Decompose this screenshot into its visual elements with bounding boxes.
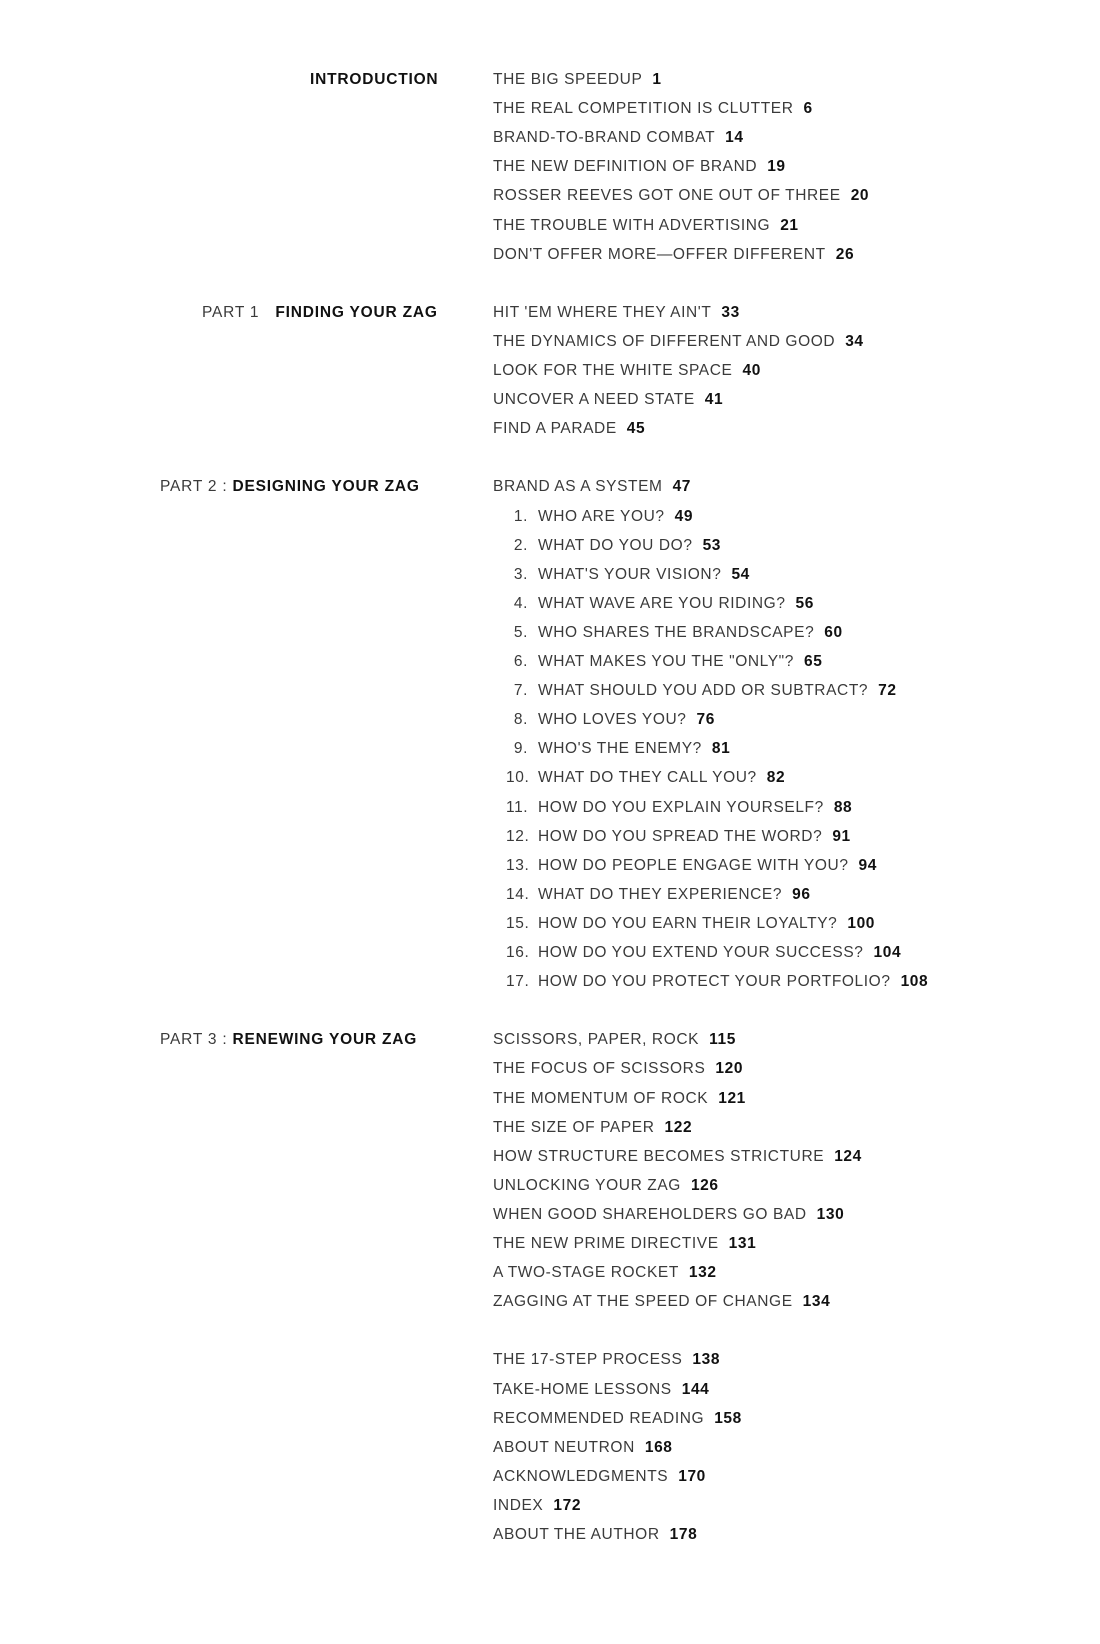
toc-entry-title: HOW DO YOU PROTECT YOUR PORTFOLIO?: [538, 973, 891, 991]
toc-entry-number: 2.: [513, 536, 528, 554]
toc-entry: [506, 507, 693, 527]
section-part-number: PART 2: [160, 478, 218, 496]
toc-entry: [493, 477, 691, 497]
toc-page-number: 134: [802, 1293, 831, 1311]
toc-entry-title: DON'T OFFER MORE—OFFER DIFFERENT: [493, 245, 826, 263]
toc-page-number: 33: [721, 303, 740, 321]
toc-entry-number: 11.: [506, 798, 529, 816]
toc-page-number: 20: [850, 187, 870, 205]
toc-page-number: 91: [832, 827, 851, 845]
toc-entry-number: 9.: [513, 740, 528, 758]
section-separator: :: [222, 1031, 228, 1049]
toc-entry: [493, 99, 813, 119]
toc-entry-number: 17.: [506, 973, 530, 991]
toc-entry: [493, 128, 744, 148]
toc-page-number: 108: [900, 973, 929, 991]
toc-entry: [493, 1176, 719, 1196]
toc-entry-title: WHAT MAKES YOU THE "ONLY"?: [538, 653, 795, 670]
toc-entry: [506, 885, 811, 905]
toc-page-number: 122: [664, 1118, 693, 1136]
toc-entry-number: 6.: [513, 653, 528, 670]
toc-page-number: 170: [678, 1467, 706, 1485]
toc-entry-number: 16.: [506, 944, 530, 961]
toc-entry-title: TAKE-HOME LESSONS: [493, 1380, 672, 1398]
toc-entry: [493, 1089, 746, 1109]
toc-entry-number: 7.: [513, 682, 528, 700]
toc-entry-title: BRAND-TO-BRAND COMBAT: [493, 129, 716, 147]
toc-entry: [493, 1030, 736, 1050]
toc-entry-number: 5.: [513, 623, 528, 641]
toc-entry: [506, 594, 814, 614]
toc-entry-title: WHO'S THE ENEMY?: [538, 740, 702, 758]
toc-entry-title: WHAT SHOULD YOU ADD OR SUBTRACT?: [538, 682, 869, 700]
toc-page-number: 104: [873, 944, 902, 961]
toc-entry-number: 14.: [506, 885, 530, 903]
toc-page-number: 41: [704, 391, 724, 409]
toc-page-number: 115: [709, 1031, 736, 1049]
toc-entry: [493, 1496, 581, 1516]
toc-entry-title: WHAT'S YOUR VISION?: [538, 565, 722, 583]
toc-entry: [493, 216, 799, 236]
toc-entry-title: WHAT DO YOU DO?: [538, 536, 693, 554]
toc-entry-title: INDEX: [493, 1496, 544, 1514]
toc-entry-title: THE TROUBLE WITH ADVERTISING: [493, 216, 771, 234]
toc-page-number: 60: [824, 623, 843, 641]
toc-page-number: 19: [767, 158, 786, 176]
toc-page-number: 21: [780, 216, 799, 234]
toc-entry: [506, 623, 843, 643]
toc-entry-title: BRAND AS A SYSTEM: [493, 478, 663, 496]
toc-entry-number: 10.: [506, 769, 530, 787]
toc-entry: [493, 303, 740, 323]
toc-entry-title: HOW DO YOU EARN THEIR LOYALTY?: [538, 914, 838, 932]
toc-entry: [493, 1292, 830, 1312]
toc-page-number: 126: [690, 1176, 719, 1194]
toc-entry: [493, 186, 869, 206]
section-separator: :: [222, 478, 228, 496]
toc-entry-title: HIT 'EM WHERE THEY AIN'T: [493, 303, 712, 321]
toc-entry-title: THE NEW DEFINITION OF BRAND: [493, 158, 758, 176]
toc-entry-title: WHAT DO THEY EXPERIENCE?: [538, 885, 783, 903]
toc-entry-title: WHEN GOOD SHAREHOLDERS GO BAD: [493, 1205, 807, 1223]
toc-entry: [493, 1380, 709, 1400]
toc-page-number: 178: [669, 1526, 698, 1543]
toc-entry-title: THE REAL COMPETITION IS CLUTTER: [493, 100, 794, 118]
toc-entry-title: FIND A PARADE: [493, 420, 617, 438]
section-label: [202, 303, 438, 323]
toc-page-number: 172: [553, 1496, 582, 1514]
toc-entry: [493, 332, 864, 352]
toc-entry: [506, 565, 750, 585]
toc-entry-title: THE 17-STEP PROCESS: [493, 1351, 683, 1369]
toc-page-number: 144: [681, 1380, 710, 1398]
toc-entry: [493, 1467, 706, 1487]
toc-page-number: 72: [878, 682, 897, 700]
toc-entry-number: 13.: [506, 856, 530, 874]
toc-page-number: 132: [688, 1264, 717, 1282]
toc-entry: [506, 768, 785, 788]
toc-page-number: 49: [674, 507, 694, 525]
section-title: INTRODUCTION: [310, 71, 439, 88]
toc-page-number: 124: [834, 1147, 862, 1165]
toc-entry-title: THE DYNAMICS OF DIFFERENT AND GOOD: [493, 332, 836, 350]
toc-entry-title: SCISSORS, PAPER, ROCK: [493, 1031, 700, 1049]
toc-entry-number: 12.: [506, 827, 530, 845]
toc-entry: [506, 681, 897, 701]
toc-entry: [493, 1205, 844, 1225]
toc-entry-title: WHO LOVES YOU?: [538, 711, 687, 729]
toc-page-number: 1: [652, 71, 662, 88]
section-title: RENEWING YOUR ZAG: [232, 1031, 418, 1049]
toc-page-number: 130: [816, 1205, 845, 1223]
toc-entry-title: THE SIZE OF PAPER: [493, 1118, 655, 1136]
toc-entry: [506, 827, 851, 847]
toc-entry: [493, 1409, 742, 1429]
toc-entry-number: 4.: [513, 594, 528, 612]
toc-entry: [506, 943, 901, 963]
toc-entry-title: HOW DO YOU SPREAD THE WORD?: [538, 827, 823, 845]
toc-page-number: 88: [833, 798, 853, 816]
toc-entry-title: WHO ARE YOU?: [538, 507, 665, 525]
toc-entry: [493, 157, 786, 177]
toc-entry-title: UNCOVER A NEED STATE: [493, 391, 695, 409]
toc-page-number: 96: [792, 885, 811, 903]
section-part-number: PART 3: [160, 1031, 218, 1049]
toc-page-number: 56: [795, 594, 814, 612]
toc-page-number: 131: [728, 1235, 757, 1252]
toc-entry: [493, 1350, 720, 1370]
toc-page-number: 53: [702, 536, 722, 554]
toc-page-number: 40: [742, 362, 761, 379]
toc-entry: [506, 972, 928, 992]
toc-entry: [493, 1234, 756, 1254]
toc-page-number: 94: [858, 856, 877, 874]
toc-entry-title: THE NEW PRIME DIRECTIVE: [493, 1235, 719, 1252]
section-label: [160, 1030, 417, 1050]
toc-entry-number: 3.: [513, 565, 528, 583]
toc-page-number: 138: [692, 1351, 721, 1369]
toc-page-number: 45: [626, 420, 646, 438]
toc-entry-title: HOW STRUCTURE BECOMES STRICTURE: [493, 1147, 825, 1165]
toc-page-number: 14: [725, 129, 744, 147]
toc-entry: [506, 536, 721, 556]
toc-entry-title: WHAT WAVE ARE YOU RIDING?: [538, 594, 786, 612]
toc-page-number: 82: [766, 769, 786, 787]
toc-entry-number: 1.: [513, 507, 528, 525]
toc-entry: [493, 1525, 697, 1545]
toc-page-number: 65: [804, 653, 823, 670]
toc-entry-number: 15.: [506, 914, 530, 932]
toc-entry: [493, 390, 723, 410]
section-label: [310, 70, 438, 90]
toc-entry-title: WHAT DO THEY CALL YOU?: [538, 769, 757, 787]
toc-entry: [493, 1263, 717, 1283]
toc-entry-title: THE BIG SPEEDUP: [493, 71, 643, 88]
toc-entry: [493, 245, 854, 265]
section-title: FINDING YOUR ZAG: [275, 303, 438, 321]
section-title: DESIGNING YOUR ZAG: [232, 478, 420, 496]
toc-page-number: 47: [672, 478, 692, 496]
toc-page-number: 34: [845, 332, 864, 350]
toc-entry-title: ACKNOWLEDGMENTS: [493, 1467, 669, 1485]
toc-entry-title: THE MOMENTUM OF ROCK: [493, 1089, 709, 1107]
toc-entry-number: 8.: [513, 711, 528, 729]
toc-entry-title: UNLOCKING YOUR ZAG: [493, 1176, 681, 1194]
toc-entry: [506, 652, 822, 672]
toc-entry: [506, 739, 730, 759]
toc-page-number: 168: [644, 1438, 673, 1456]
toc-entry: [506, 856, 877, 876]
toc-entry: [493, 361, 761, 381]
toc-entry-title: THE FOCUS OF SCISSORS: [493, 1060, 706, 1078]
toc-entry-title: A TWO-STAGE ROCKET: [493, 1264, 679, 1282]
toc-entry-title: WHO SHARES THE BRANDSCAPE?: [538, 623, 815, 641]
toc-page-number: 158: [714, 1409, 742, 1427]
toc-entry-title: ABOUT NEUTRON: [493, 1438, 635, 1456]
toc-page-number: 100: [847, 914, 876, 932]
toc-entry: [506, 710, 715, 730]
toc-entry-title: ROSSER REEVES GOT ONE OUT OF THREE: [493, 187, 841, 205]
toc-entry: [493, 1059, 743, 1079]
section-label: [160, 477, 420, 497]
toc-page-number: 6: [803, 100, 813, 118]
toc-entry: [506, 914, 875, 934]
toc-page-number: 120: [715, 1060, 744, 1078]
toc-entry: [493, 1438, 673, 1458]
toc-page-number: 81: [711, 740, 731, 758]
toc-entry: [506, 798, 852, 818]
toc-entry-title: LOOK FOR THE WHITE SPACE: [493, 362, 733, 379]
toc-entry-title: RECOMMENDED READING: [493, 1409, 705, 1427]
toc-page-number: 121: [718, 1089, 746, 1107]
toc-page-number: 54: [731, 565, 750, 583]
toc-entry: [493, 70, 662, 90]
section-part-number: PART 1: [202, 303, 260, 321]
toc-entry: [493, 1147, 862, 1167]
toc-entry: [493, 1118, 692, 1138]
toc-entry-title: ABOUT THE AUTHOR: [493, 1526, 660, 1543]
toc-page-number: 76: [696, 711, 715, 729]
toc-entry: [493, 419, 645, 439]
toc-entry-title: HOW DO YOU EXTEND YOUR SUCCESS?: [538, 944, 864, 961]
toc-entry-title: HOW DO PEOPLE ENGAGE WITH YOU?: [538, 856, 849, 874]
toc-page-number: 26: [835, 245, 855, 263]
toc-entry-title: HOW DO YOU EXPLAIN YOURSELF?: [538, 798, 824, 816]
toc-entry-title: ZAGGING AT THE SPEED OF CHANGE: [493, 1293, 793, 1311]
